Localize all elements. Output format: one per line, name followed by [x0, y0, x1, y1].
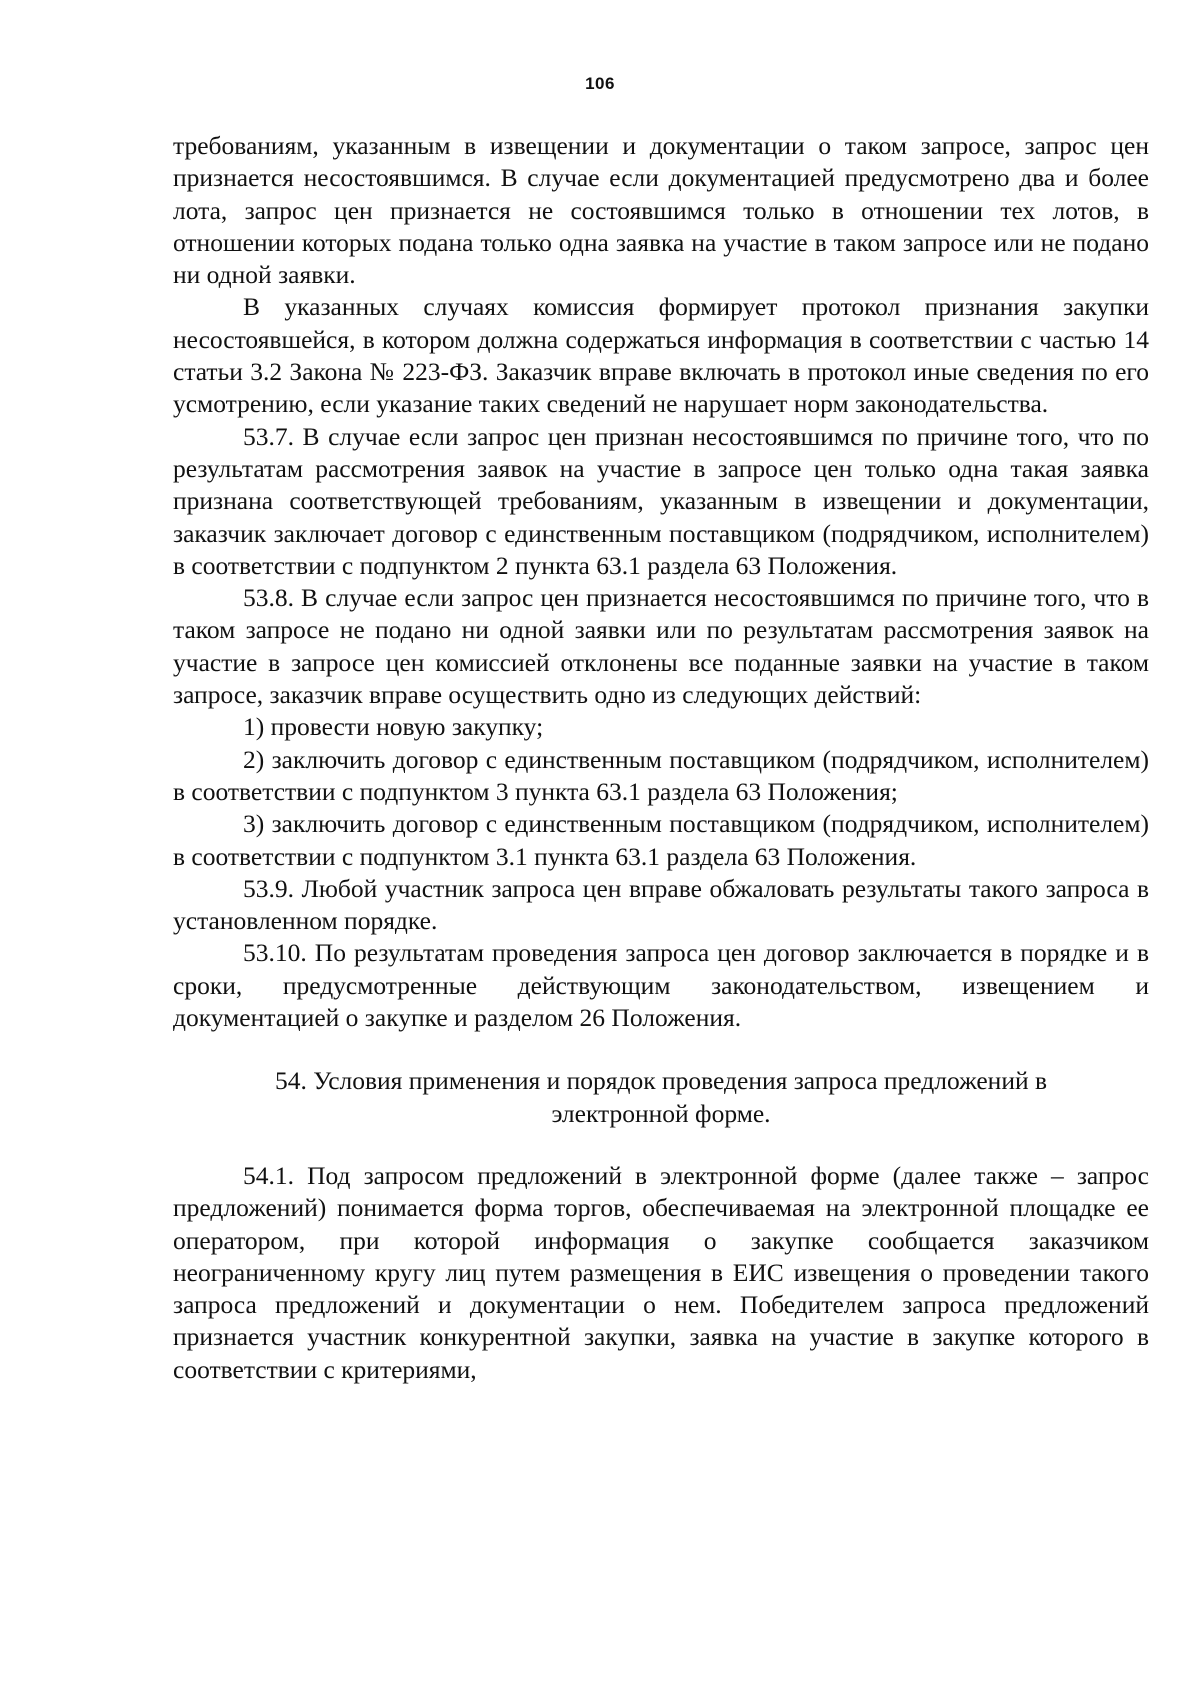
document-body	[173, 130, 1149, 1386]
clause-53-8: 53.8. В случае если запрос цен признается несостоявшимся по причине того, что в таком запросе не подано ни одной заявки или по результатам рассмотрения заявок на участие в запросе цен комиссией отклонены все поданные заявки на участие в таком запросе, заказчик вправе осуществить одно из следующих действий:	[173, 583, 1149, 710]
clause-54-1: 54.1. Под запросом предложений в электронной форме (далее также – запрос предложений) понимается форма торгов, обеспечиваемая на электронной площадке ее оператором, при которой информация о закупке сообщается заказчиком неограниченному кругу лиц путем размещения в ЕИС извещения о проведении такого запроса предложений и документации о нем. Победителем запроса предложений признается участник конкурентной закупки, заявка на участие в закупке которого в соответствии с критериями,	[173, 1160, 1149, 1384]
list-item-2: 2) заключить договор с единственным поставщиком (подрядчиком, исполнителем) в соответствии с подпунктом 3 пункта 63.1 раздела 63 Положения;	[173, 744, 1149, 806]
clause-53-10: 53.10. По результатам проведения запроса цен договор заключается в порядке и в сроки, предусмотренные действующим законодательством, извещением и документацией о закупке и разделом 26 Положения.	[173, 938, 1149, 1033]
paragraph-protocol: В указанных случаях комиссия формирует протокол признания закупки несостоявшейся, в котором должна содержаться информация в соответствии с частью 14 статьи 3.2 Закона № 223-ФЗ. Заказчик вправе включать в протокол иные сведения по его усмотрению, если указание таких сведений не нарушает норм законодательства.	[173, 292, 1149, 419]
list-item-1: 1) провести новую закупку;	[243, 712, 544, 742]
paragraph-continuation: требованиям, указанным в извещении и документации о таком запросе, запрос цен признается несостоявшимся. В случае если документацией предусмотрено два и более лота, запрос цен признается не состоявшимся только в отношении тех лотов, в отношении которых подана только одна заявка на участие в таком запросе или не подано ни одной заявки.	[173, 131, 1149, 290]
clause-53-7: 53.7. В случае если запрос цен признан несостоявшимся по причине того, что по результатам рассмотрения заявок на участие в запросе цен только одна такая заявка признана соответствующей требованиям, указанным в извещении и документации, заказчик заключает договор с единственным поставщиком (подрядчиком, исполнителем) в соответствии с подпунктом 2 пункта 63.1 раздела 63 Положения.	[173, 421, 1149, 580]
list-item-3: 3) заключить договор с единственным поставщиком (подрядчиком, исполнителем) в соответствии с подпунктом 3.1 пункта 63.1 раздела 63 Положения.	[173, 809, 1149, 871]
clause-53-9: 53.9. Любой участник запроса цен вправе обжаловать результаты такого запроса в установленном порядке.	[173, 873, 1149, 936]
section-54-title: 54. Условия применения и порядок проведения запроса предложений в электронной форме.	[274, 1066, 1048, 1128]
page-number: 106	[585, 74, 615, 93]
